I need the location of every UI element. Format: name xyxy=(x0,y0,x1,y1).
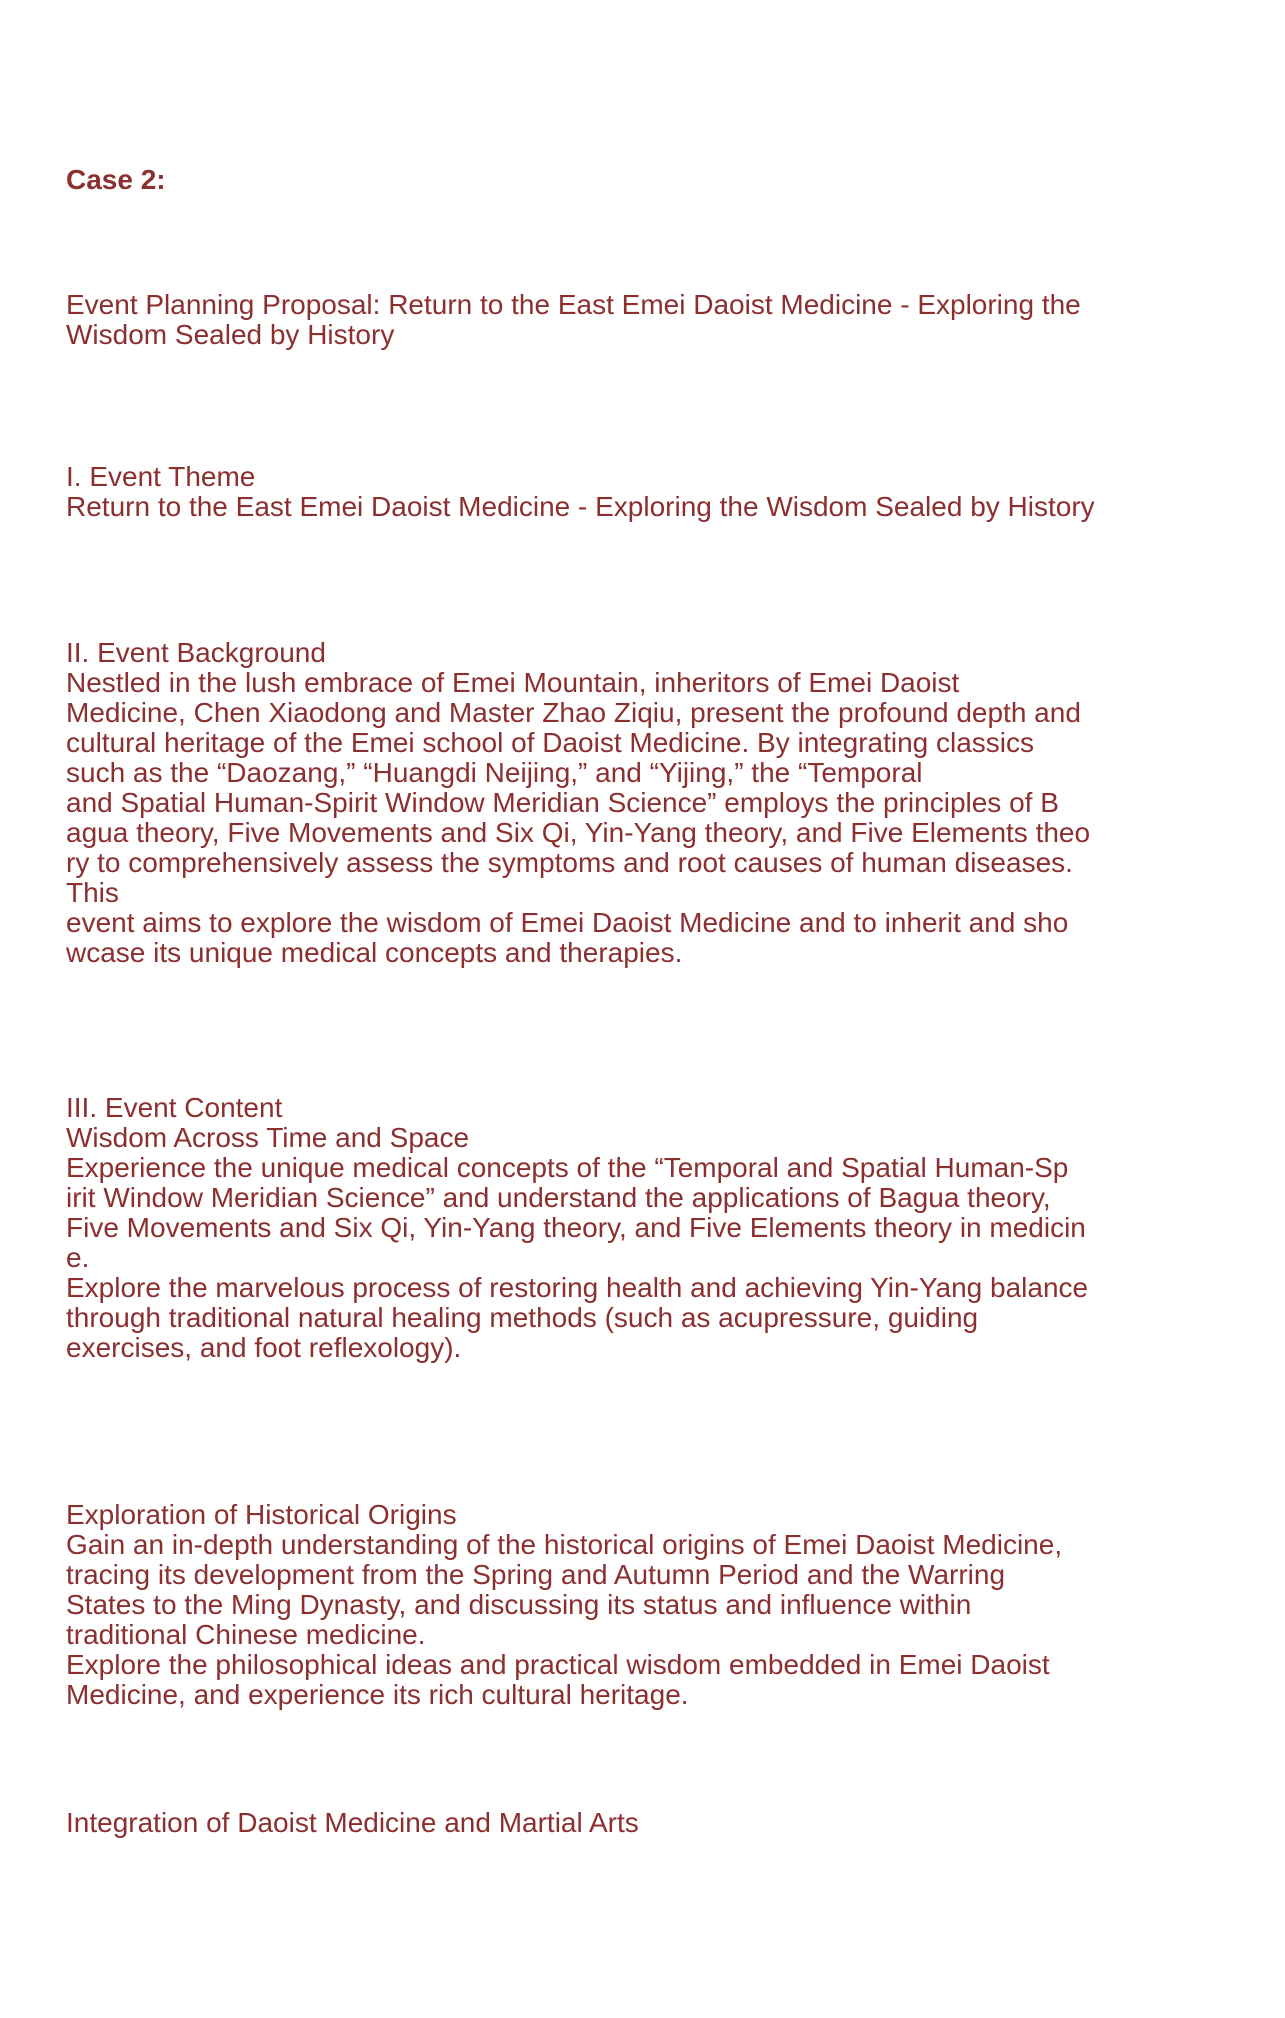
paragraph-line: Gain an in-depth understanding of the historical origins of Emei Daoist Medicine, xyxy=(66,1529,1063,1560)
section-heading: II. Event Background xyxy=(66,637,326,668)
section-historical-origins xyxy=(66,1500,1062,1710)
paragraph-line: cultural heritage of the Emei school of Daoist Medicine. By integrating classics xyxy=(66,727,1035,758)
paragraph-line: States to the Ming Dynasty, and discussing its status and influence within xyxy=(66,1589,972,1620)
section-event-content xyxy=(66,1093,1088,1363)
case-label: Case 2: xyxy=(66,164,166,195)
paragraph-line: ry to comprehensively assess the symptoms and root causes of human diseases. xyxy=(66,847,1073,878)
paragraph-line: Medicine, Chen Xiaodong and Master Zhao Ziqiu, present the profound depth and xyxy=(66,697,1081,728)
paragraph-line: such as the “Daozang,” “Huangdi Neijing,” and “Yijing,” the “Temporal xyxy=(66,757,923,788)
paragraph-line: Nestled in the lush embrace of Emei Mountain, inheritors of Emei Daoist xyxy=(66,667,960,698)
paragraph-line: Five Movements and Six Qi, Yin-Yang theory, and Five Elements theory in medicin xyxy=(66,1212,1086,1243)
paragraph-line: This xyxy=(66,877,119,908)
section-heading: Exploration of Historical Origins xyxy=(66,1499,457,1530)
paragraph-line: e. xyxy=(66,1242,90,1273)
paragraph-line: irit Window Meridian Science” and understand the applications of Bagua theory, xyxy=(66,1182,1051,1213)
paragraph-line: Explore the philosophical ideas and practical wisdom embedded in Emei Daoist xyxy=(66,1649,1050,1680)
title-line: Event Planning Proposal: Return to the East Emei Daoist Medicine - Exploring the xyxy=(66,289,1081,320)
paragraph-line: Medicine, and experience its rich cultural heritage. xyxy=(66,1679,689,1710)
title-line: Wisdom Sealed by History xyxy=(66,319,395,350)
section-martial-arts xyxy=(66,1808,639,1838)
paragraph-line: and Spatial Human-Spirit Window Meridian Science” employs the principles of B xyxy=(66,787,1059,818)
section-heading: I. Event Theme xyxy=(66,461,256,492)
proposal-title xyxy=(66,290,1081,350)
paragraph-line: through traditional natural healing methods (such as acupressure, guiding xyxy=(66,1302,979,1333)
paragraph-line: agua theory, Five Movements and Six Qi, Yin-Yang theory, and Five Elements theo xyxy=(66,817,1091,848)
paragraph-line: wcase its unique medical concepts and therapies. xyxy=(66,937,683,968)
paragraph-line: traditional Chinese medicine. xyxy=(66,1619,426,1650)
section-subheading: Wisdom Across Time and Space xyxy=(66,1122,470,1153)
paragraph-line: Return to the East Emei Daoist Medicine - Exploring the Wisdom Sealed by History xyxy=(66,491,1095,522)
paragraph-line: event aims to explore the wisdom of Emei Daoist Medicine and to inherit and sho xyxy=(66,907,1069,938)
section-event-theme xyxy=(66,462,1095,522)
section-heading: Integration of Daoist Medicine and Martial Arts xyxy=(66,1807,639,1838)
paragraph-line: Explore the marvelous process of restoring health and achieving Yin-Yang balance xyxy=(66,1272,1089,1303)
paragraph-line: Experience the unique medical concepts of the “Temporal and Spatial Human-Sp xyxy=(66,1152,1069,1183)
paragraph-line: tracing its development from the Spring and Autumn Period and the Warring xyxy=(66,1559,1006,1590)
section-event-background xyxy=(66,638,1090,968)
paragraph-line: exercises, and foot reflexology). xyxy=(66,1332,462,1363)
section-heading: III. Event Content xyxy=(66,1092,283,1123)
